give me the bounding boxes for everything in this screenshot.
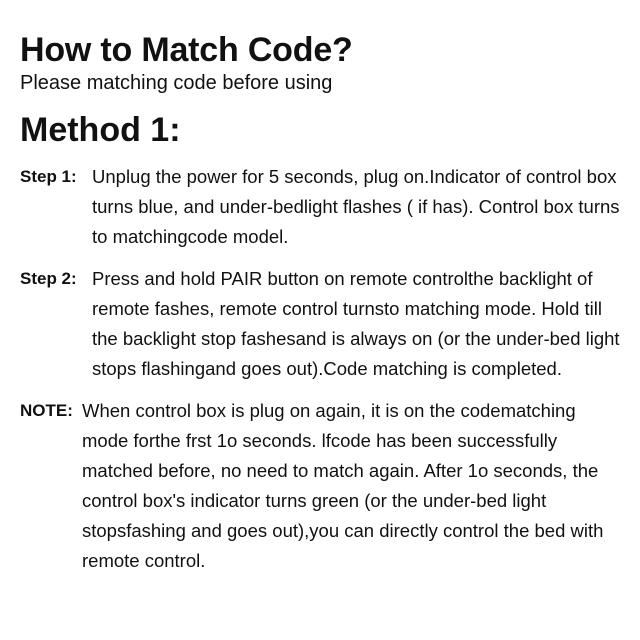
step-1 [20, 162, 622, 252]
note-label: NOTE: [20, 401, 73, 420]
page-title: How to Match Code? [20, 31, 353, 69]
step-1-text: Unplug the power for 5 seconds, plug on.Indicator of control box turns blue, and under-bedlight flashes ( if has). Control box turns to matchingcode model. [92, 166, 620, 247]
note-text: When control box is plug on again, it is on the codematching mode forthe frst 1o seconds. lfcode has been successfully matched before, no need to match again. After 1o seconds, the control box's indicator turns green (or the under-bed light stopsfashing and goes out),you can directly control the bed with remote control. [82, 400, 604, 571]
note [20, 396, 622, 576]
step-2 [20, 264, 622, 384]
method-title: Method 1: [20, 111, 181, 149]
step-2-label: Step 2: [20, 269, 77, 288]
page-subtitle: Please matching code before using [20, 72, 333, 94]
step-2-text: Press and hold PAIR button on remote controlthe backlight of remote fashes, remote control turnsto matching mode. Hold till the backlight stop fashesand is always on (or the under-bed light stops flashingand goes out).Code matching is completed. [92, 268, 620, 379]
step-1-label: Step 1: [20, 167, 77, 186]
